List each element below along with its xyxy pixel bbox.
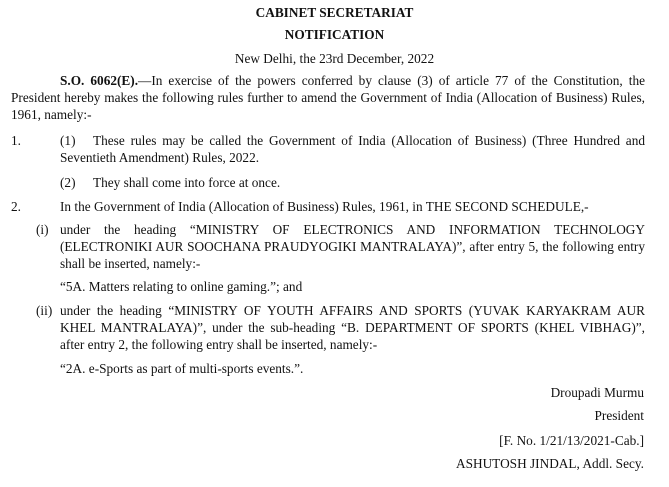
signatory-name: Droupadi Murmu — [550, 385, 644, 400]
item-i-text: under the heading “MINISTRY OF ELECTRONICS AND INFORMATION TECHNOLOGY (ELECTRONIKI AUR SOOCHANA PRAUDYOGIKI MANTRALAYA)”, after entry 5, the following entry shall be inserted, namely:- — [60, 222, 645, 271]
place-date: New Delhi, the 23rd December, 2022 — [234, 51, 435, 66]
rule-1-sub-1-text: These rules may be called the Government of India (Allocation of Business) (Three Hundred and Seventieth Amendment) Rules, 2022. — [60, 133, 645, 165]
preamble-text: —In exercise of the powers conferred by clause (3) of article 77 of the Constitution, the President hereby makes the following rules further to amend the Government of India (Allocation of Business) Rules, 1961, namely:- — [11, 73, 645, 122]
signatory-title: President — [594, 408, 644, 423]
officer-signature: ASHUTOSH JINDAL, Addl. Secy. — [455, 456, 644, 471]
item-ii-entry: “2A. e-Sports as part of multi-sports events.”. — [60, 361, 304, 376]
file-number: [F. No. 1/21/13/2021-Cab.] — [499, 433, 644, 448]
rule-1-sub-1-number: (1) — [60, 133, 76, 148]
item-ii-number: (ii) — [36, 303, 53, 318]
rule-2-number: 2. — [11, 199, 21, 214]
so-number: S.O. 6062(E). — [60, 73, 139, 88]
preamble-paragraph — [11, 72, 645, 123]
office-heading: CABINET SECRETARIAT — [255, 5, 414, 20]
notification-heading: NOTIFICATION — [284, 27, 385, 42]
rule-1-sub-2-number: (2) — [60, 175, 76, 190]
item-i-number: (i) — [36, 222, 49, 237]
rule-1-sub-2-text: They shall come into force at once. — [93, 175, 281, 190]
rule-2-text: In the Government of India (Allocation of Business) Rules, 1961, in THE SECOND SCHEDULE,- — [60, 199, 589, 214]
item-i-entry: “5A. Matters relating to online gaming.”; and — [60, 279, 303, 294]
rule-1-number: 1. — [11, 133, 21, 148]
item-ii-text: under the heading “MINISTRY OF YOUTH AFFAIRS AND SPORTS (YUVAK KARYAKRAM AUR KHEL MANTRALAYA)”, under the sub-heading “B. DEPARTMENT OF SPORTS (KHEL VIBHAG)”, after entry 2, the following entry shall be inserted, namely:- — [60, 303, 645, 352]
